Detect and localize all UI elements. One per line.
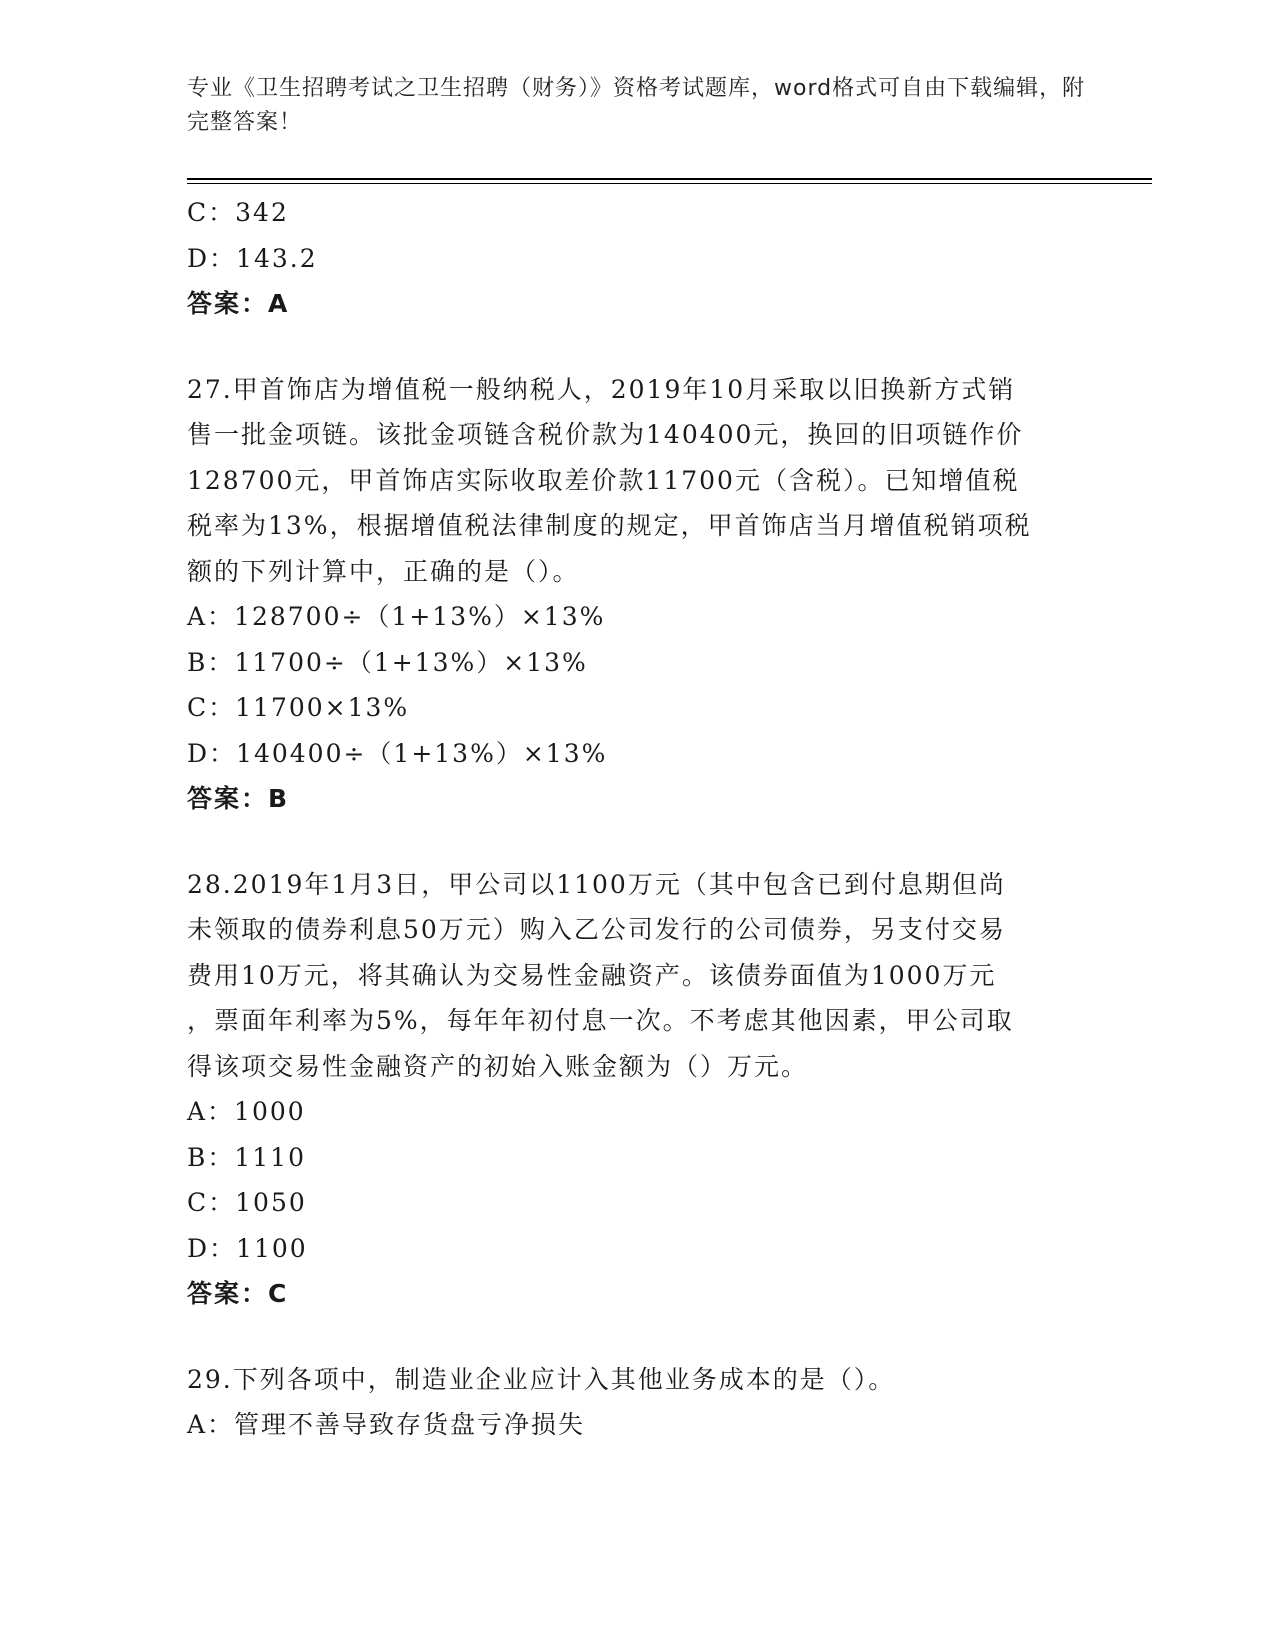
question-stem-line: 费用10万元，将其确认为交易性金融资产。该债券面值为1000万元	[187, 960, 997, 990]
document-body	[187, 190, 1087, 1448]
answer-line: 答案：C	[187, 1279, 289, 1308]
question-stem-line: 27.甲首饰店为增值税一般纳税人，2019年10月采取以旧换新方式销	[187, 374, 1016, 404]
option-b: B：1110	[187, 1142, 306, 1172]
answer-line: 答案：A	[187, 289, 290, 318]
question-26-tail	[187, 190, 1087, 327]
option-c: C：11700×13%	[187, 693, 410, 722]
question-stem-line: 税率为13%，根据增值税法律制度的规定，甲首饰店当月增值税销项税	[187, 511, 1032, 540]
option-a: A：1000	[187, 1097, 306, 1126]
option-c: C：1050	[187, 1188, 307, 1217]
question-27	[187, 367, 1087, 822]
question-stem-line: 额的下列计算中，正确的是（）。	[187, 556, 580, 586]
answer-line: 答案：B	[187, 784, 290, 813]
option-c: C：342	[187, 198, 289, 227]
question-stem-line: 29.下列各项中，制造业企业应计入其他业务成本的是（）。	[187, 1364, 896, 1394]
question-stem-line: 得该项交易性金融资产的初始入账金额为（）万元。	[187, 1051, 809, 1081]
question-28	[187, 862, 1087, 1317]
header-divider-thin	[187, 183, 1152, 184]
page-header: 专业《卫生招聘考试之卫生招聘（财务）》资格考试题库，word格式可自由下载编辑，附完整答案！	[187, 76, 1086, 135]
question-stem-line: 28.2019年1月3日，甲公司以1100万元（其中包含已到付息期但尚	[187, 869, 1006, 899]
question-29	[187, 1357, 1087, 1448]
question-stem-line: ，票面年利率为5%，每年年初付息一次。不考虑其他因素，甲公司取	[187, 1006, 1014, 1035]
question-stem-line: 128700元，甲首饰店实际收取差价款11700元（含税）。已知增值税	[187, 465, 1020, 495]
header-divider	[187, 178, 1152, 180]
option-d: D：140400÷（1+13%）×13%	[187, 738, 608, 768]
option-a: A：128700÷（1+13%）×13%	[187, 602, 606, 631]
question-stem-line: 未领取的债券利息50万元）购入乙公司发行的公司债券，另支付交易	[187, 915, 1006, 944]
option-b: B：11700÷（1+13%）×13%	[187, 647, 588, 677]
option-a: A：管理不善导致存货盘亏净损失	[187, 1410, 586, 1439]
question-stem-line: 售一批金项链。该批金项链含税价款为140400元，换回的旧项链作价	[187, 420, 1024, 449]
option-d: D：143.2	[187, 243, 318, 273]
option-d: D：1100	[187, 1233, 308, 1263]
